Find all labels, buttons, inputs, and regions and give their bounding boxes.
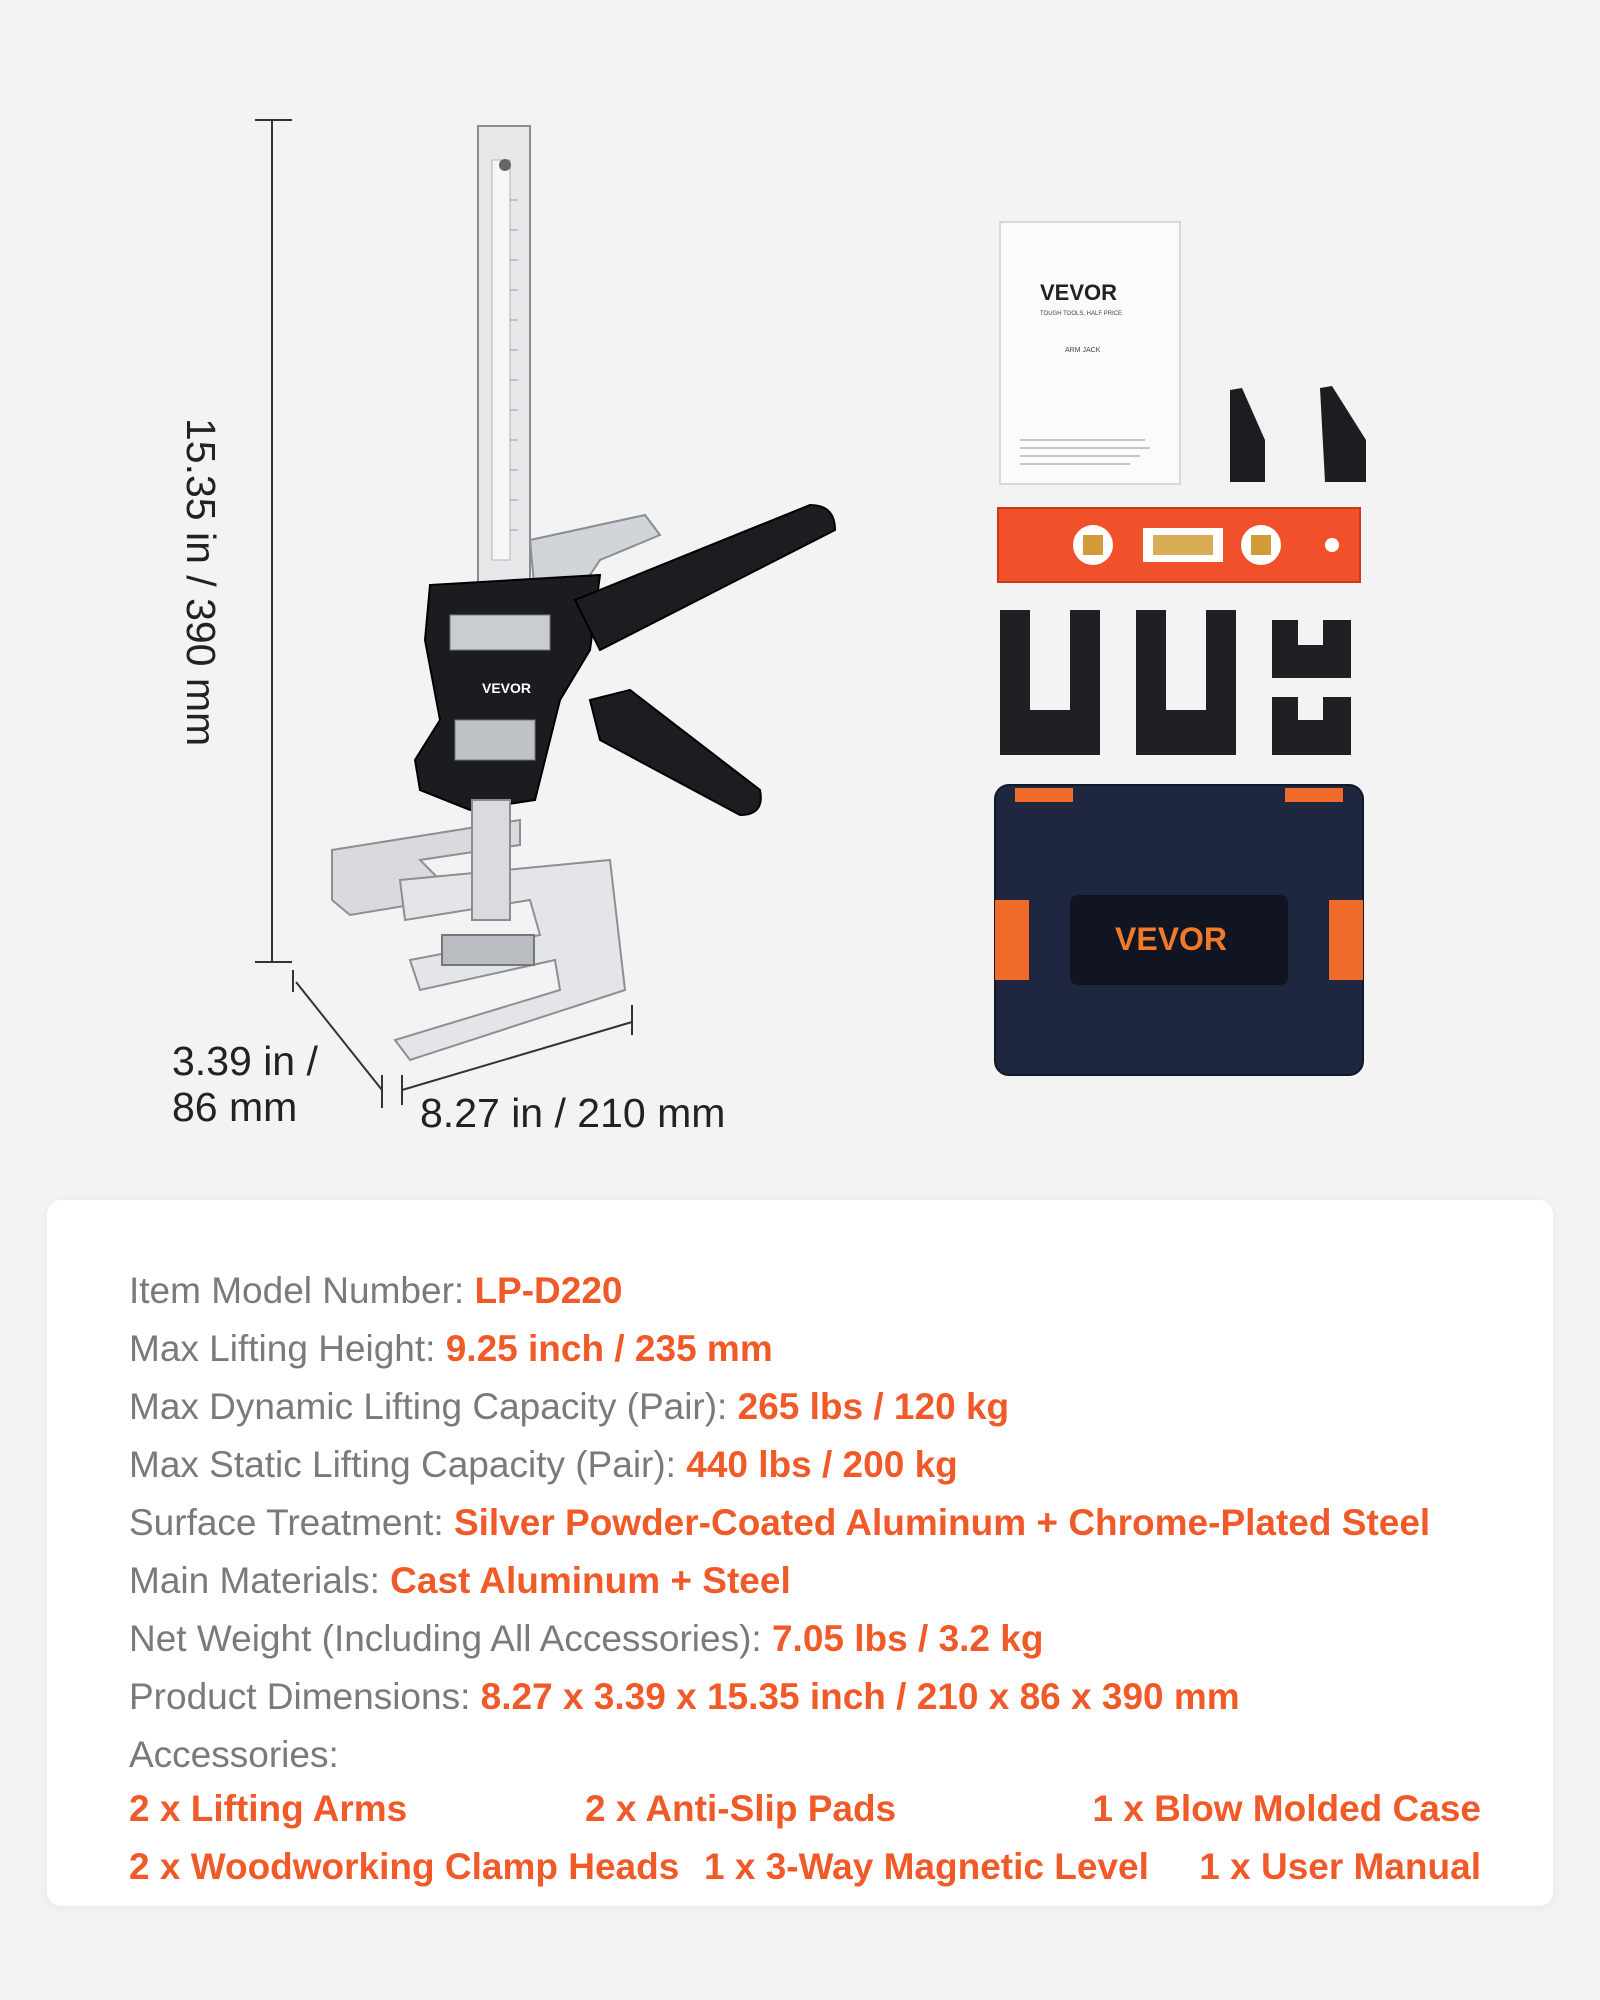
lower-post	[472, 800, 510, 920]
tool-logo: VEVOR	[482, 680, 532, 696]
accessory-item: 2 x Anti-Slip Pads	[585, 1788, 897, 1829]
case-logo: VEVOR	[1115, 921, 1228, 957]
anti-slip-pad-icon	[1272, 697, 1351, 755]
specifications-card	[47, 1200, 1553, 1906]
blow-molded-case-image	[995, 785, 1363, 1075]
manual-tagline: TOUGH TOOLS, HALF PRICE	[1040, 311, 1123, 317]
clamp-head-icon	[1320, 386, 1366, 482]
magnetic-level-image	[998, 508, 1360, 582]
spec-row: Max Static Lifting Capacity (Pair): 440 lbs / 200 kg	[129, 1444, 958, 1485]
spec-row: Product Dimensions: 8.27 x 3.39 x 15.35 inch / 210 x 86 x 390 mm	[129, 1676, 1240, 1717]
lifting-arm-icon	[1136, 610, 1236, 755]
clamp-head-icon	[1230, 388, 1265, 482]
jack-trigger	[590, 690, 761, 815]
height-dimension-label: 15.35 in / 390 mm	[178, 418, 224, 747]
width-dimension-label: 8.27 in / 210 mm	[420, 1090, 726, 1136]
accessory-item: 1 x Blow Molded Case	[1092, 1788, 1481, 1829]
accessories-illustration	[980, 200, 1400, 1130]
spec-list	[129, 1262, 1529, 1784]
spec-row: Item Model Number: LP-D220	[129, 1270, 623, 1311]
spec-row: Max Lifting Height: 9.25 inch / 235 mm	[129, 1328, 773, 1369]
accessory-item: 2 x Lifting Arms	[129, 1788, 408, 1829]
accessory-item: 1 x User Manual	[1199, 1846, 1481, 1887]
accessory-item: 1 x 3-Way Magnetic Level	[704, 1846, 1149, 1887]
spec-row: Main Materials: Cast Aluminum + Steel	[129, 1560, 791, 1601]
spec-row: Max Dynamic Lifting Capacity (Pair): 265 lbs / 120 kg	[129, 1386, 1010, 1427]
manual-title: ARM JACK	[1065, 347, 1101, 354]
depth-line1: 3.39 in /	[172, 1038, 318, 1084]
accessory-item: 2 x Woodworking Clamp Heads	[129, 1846, 680, 1887]
anti-slip-pad-icon	[1272, 620, 1351, 678]
manual-logo: VEVOR	[1040, 280, 1118, 305]
lifting-arm-icon	[1000, 610, 1100, 755]
user-manual-image	[1000, 222, 1180, 484]
arm-jack-illustration	[0, 0, 900, 1150]
spec-row: Net Weight (Including All Accessories): 7.05 lbs / 3.2 kg	[129, 1618, 1044, 1659]
spec-row: Surface Treatment: Silver Powder-Coated Aluminum + Chrome-Plated Steel	[129, 1502, 1431, 1543]
depth-dimension-label	[172, 1038, 318, 1130]
accessories-label: Accessories:	[129, 1734, 339, 1775]
height-dimension-line	[255, 120, 292, 962]
base-clamp	[442, 935, 534, 965]
depth-line2: 86 mm	[172, 1084, 298, 1130]
